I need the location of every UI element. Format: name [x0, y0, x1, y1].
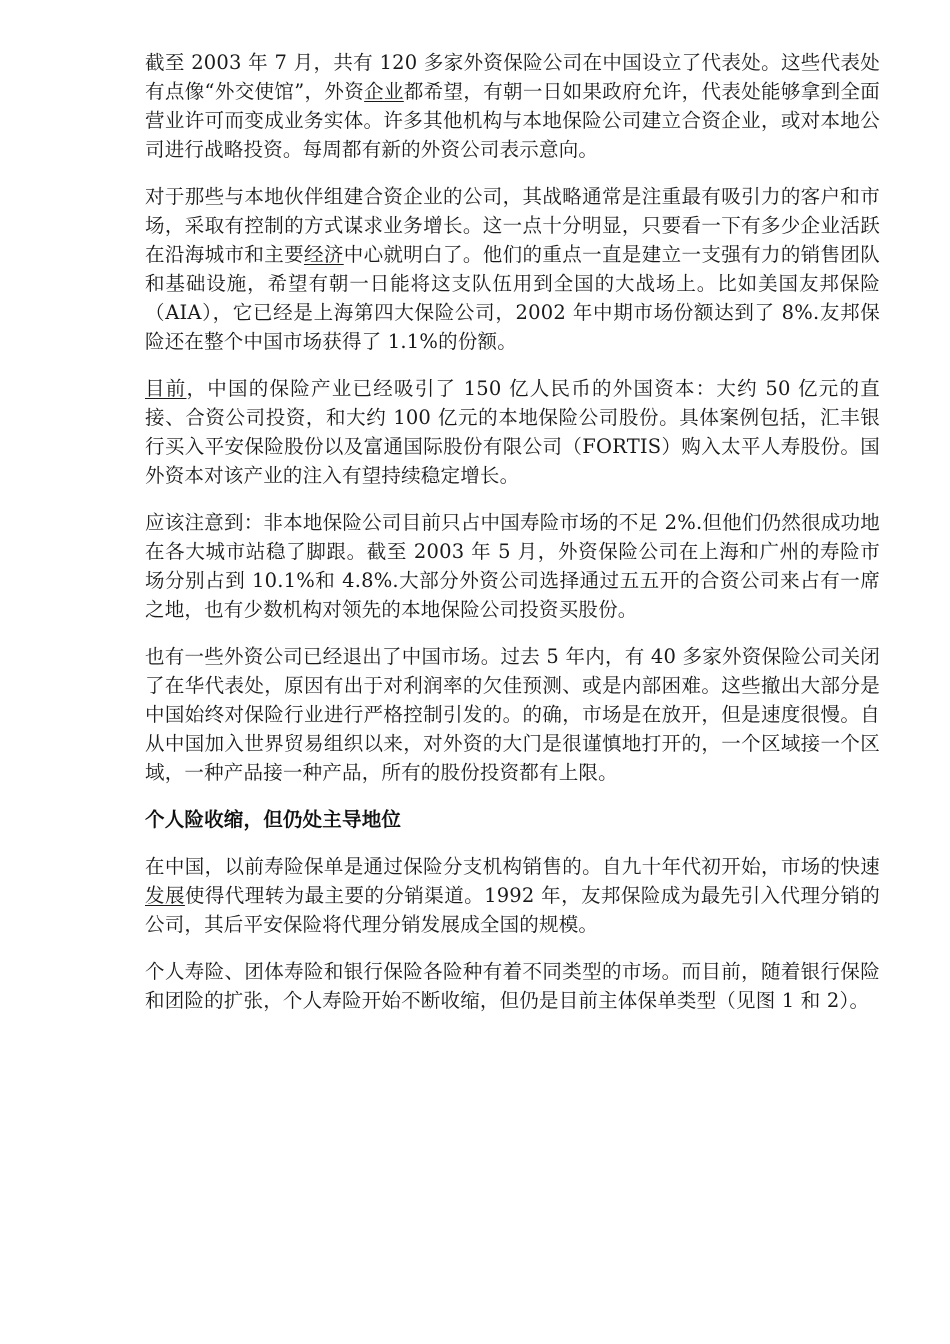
paragraph-3: [145, 374, 880, 490]
paragraph-text: 对于那些与本地伙伴组建合资企业的公司，其战略通常是注重最有吸引力的客户和市场，采取有控制的方式谋求业务增长。这一点十分明显，只要看一下有多少企业活跃在沿海城市和主要: [145, 185, 880, 266]
paragraph-text: 也有一些外资公司已经退出了中国市场。过去 5 年内，有 40 多家外资保险公司关闭了在华代表处，原因有出于对利润率的欠佳预测、或是内部困难。这些撤出大部分是中国始终对保险行业进行严格控制引发的。的确，市场是在放开，但是速度很慢。自从中国加入世界贸易组织以来，对外资的大门是很谨慎地打开的，一个区域接一个区域，一种产品接一种产品，所有的股份投资都有上限。: [145, 645, 880, 784]
section-heading: 个人险收缩，但仍处主导地位: [145, 808, 402, 831]
paragraph-text: 应该注意到：非本地保险公司目前只占中国寿险市场的不足 2%.但他们仍然很成功地在各大城市站稳了脚跟。截至 2003 年 5 月，外资保险公司在上海和广州的寿险市场分别占到 10.1%和 4.8%.大部分外资公司选择通过五五开的合资公司来占有一席之地，也有少数机构对领先的本地保险公司投资买股份。: [145, 511, 880, 621]
paragraph-text: 都希望，有朝一日如果政府允许，代表处能够拿到全面营业许可而变成业务实体。许多其他机构与本地保险公司建立合资企业，或对本地公司进行战略投资。每周都有新的外资公司表示意向。: [145, 80, 880, 161]
inline-link[interactable]: 目前: [145, 377, 187, 400]
paragraph-7: [145, 852, 880, 939]
paragraph-5: [145, 642, 880, 787]
paragraph-2: [145, 182, 880, 356]
paragraph-text: 使得代理转为最主要的分销渠道。1992 年，友邦保险成为最先引入代理分销的公司，其后平安保险将代理分销发展成全国的规模。: [145, 884, 880, 936]
paragraph-8: [145, 957, 880, 1015]
paragraph-text: 截至 2003 年 7 月，共有 120 多家外资保险公司在中国设立了代表处。这些代表处有点像“外交使馆”，外资: [145, 51, 880, 103]
inline-link[interactable]: 企业: [364, 80, 404, 103]
paragraph-text: 在中国，以前寿险保单是通过保险分支机构销售的。自九十年代初开始，市场的快速: [145, 855, 880, 878]
paragraph-text: 个人寿险、团体寿险和银行保险各险种有着不同类型的市场。而目前，随着银行保险和团险的扩张，个人寿险开始不断收缩，但仍是目前主体保单类型（见图 1 和 2）。: [145, 960, 880, 1012]
inline-link[interactable]: 经济: [303, 243, 344, 266]
paragraph-text: ，中国的保险产业已经吸引了 150 亿人民币的外国资本：大约 50 亿元的直接、合资公司投资，和大约 100 亿元的本地保险公司股份。具体案例包括，汇丰银行买入平安保险股份以及富通国际股份有限公司（FORTIS）购入太平人寿股份。国外资本对该产业的注入有望持续稳定增长。: [145, 377, 880, 487]
paragraph-4: [145, 508, 880, 624]
paragraph-1: [145, 48, 880, 164]
inline-link[interactable]: 发展: [145, 884, 185, 907]
paragraph-text: 中心就明白了。他们的重点一直是建立一支强有力的销售团队和基础设施，希望有朝一日能将这支队伍用到全国的大战场上。比如美国友邦保险（AIA），它已经是上海第四大保险公司，2002 年中期市场份额达到了 8%.友邦保险还在整个中国市场获得了 1.1%的份额。: [145, 243, 880, 353]
document-body: [145, 48, 880, 1033]
